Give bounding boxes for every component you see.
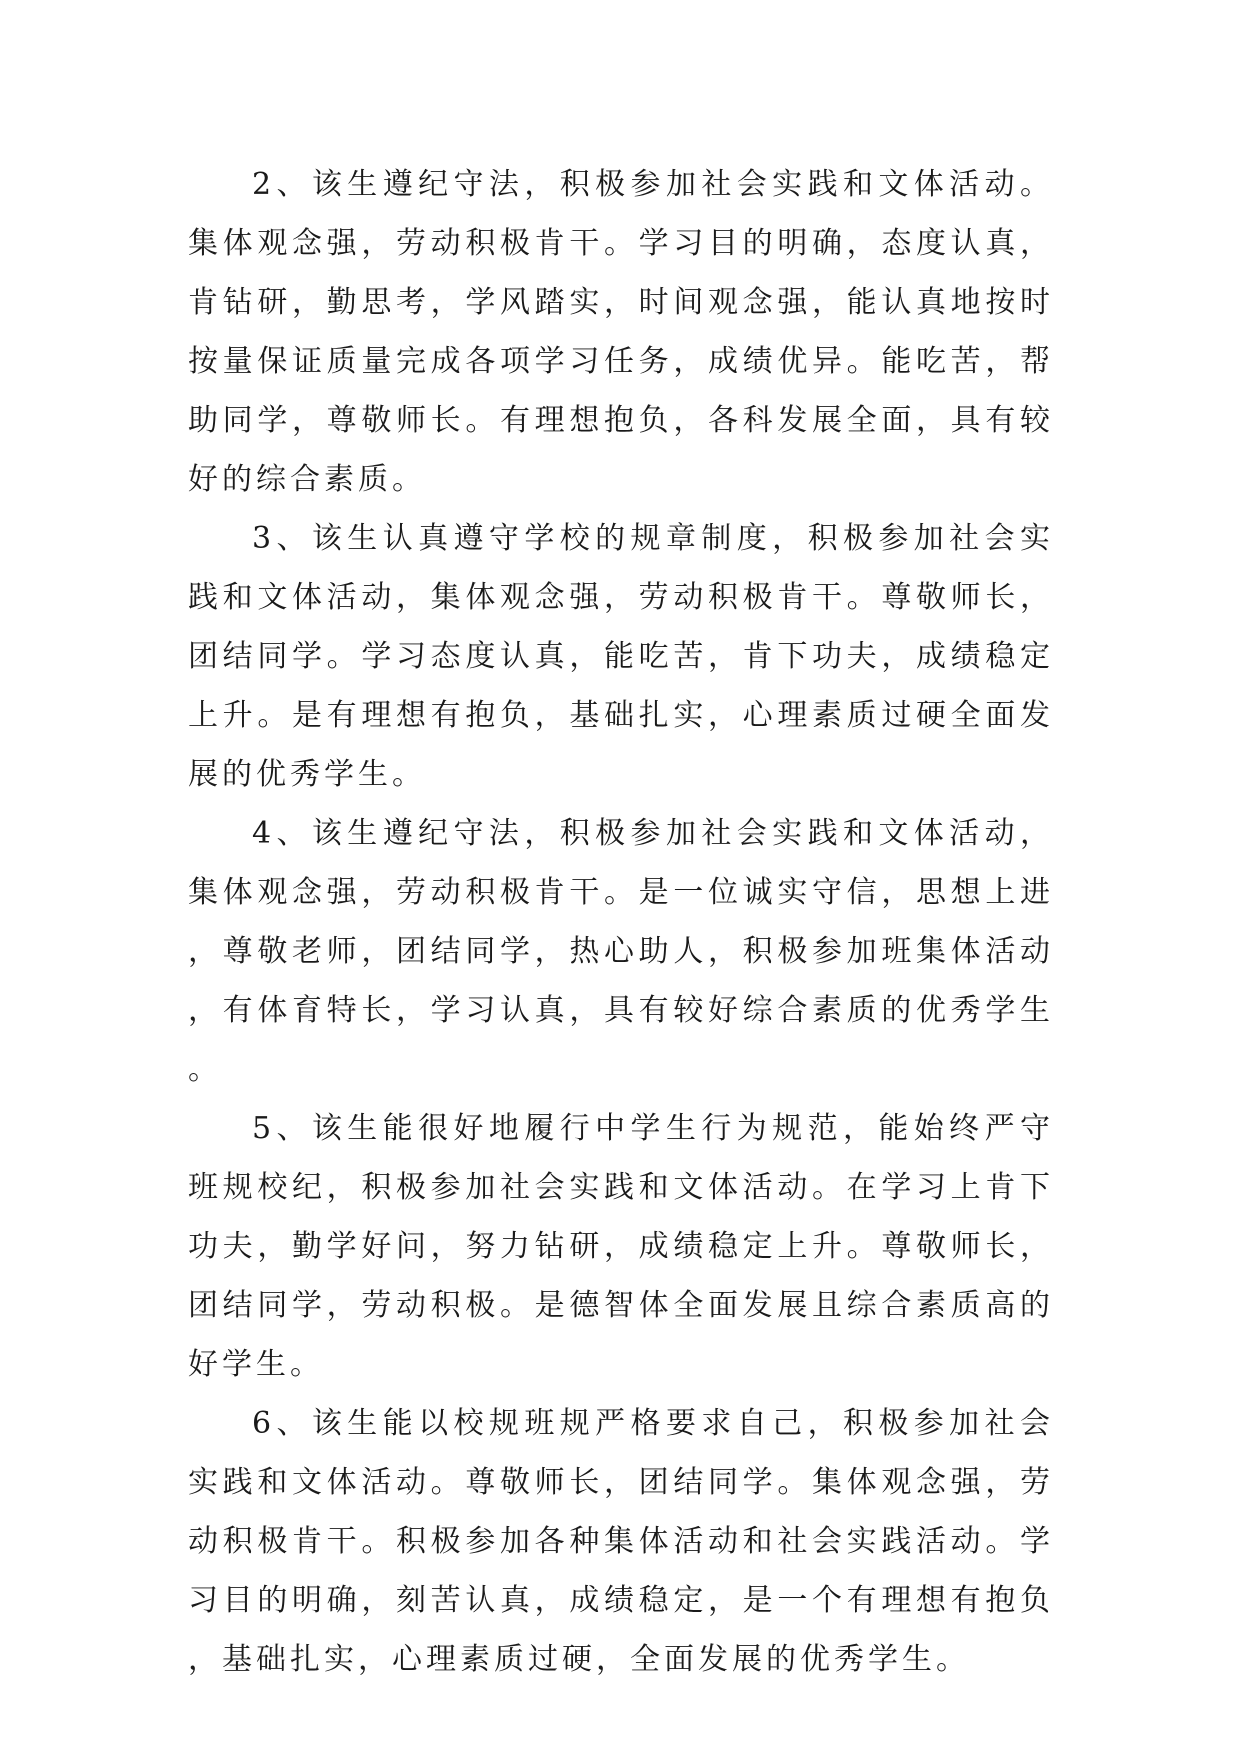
paragraph-5: 5、该生能很好地履行中学生行为规范，能始终严守班规校纪，积极参加社会实践和文体活动。在学习上肯下功夫，勤学好问，努力钻研，成绩稳定上升。尊敬师长，团结同学，劳动积极。是德智体全面发展且综合素质高的好学生。 — [188, 1111, 1054, 1382]
paragraph-2: 2、该生遵纪守法，积极参加社会实践和文体活动。集体观念强，劳动积极肯干。学习目的明确，态度认真，肯钻研，勤思考，学风踏实，时间观念强，能认真地按时按量保证质量完成各项学习任务，成绩优异。能吃苦，帮助同学，尊敬师长。有理想抱负，各科发展全面，具有较好的综合素质。 — [188, 167, 1054, 497]
paragraph-3: 3、该生认真遵守学校的规章制度，积极参加社会实践和文体活动，集体观念强，劳动积极肯干。尊敬师长，团结同学。学习态度认真，能吃苦，肯下功夫，成绩稳定上升。是有理想有抱负，基础扎实，心理素质过硬全面发展的优秀学生。 — [188, 521, 1054, 792]
paragraph-6: 6、该生能以校规班规严格要求自己，积极参加社会实践和文体活动。尊敬师长，团结同学。集体观念强，劳动积极肯干。积极参加各种集体活动和社会实践活动。学习目的明确，刻苦认真，成绩稳定，是一个有理想有抱负，基础扎实，心理素质过硬，全面发展的优秀学生。 — [188, 1406, 1054, 1677]
paragraph-4: 4、该生遵纪守法，积极参加社会实践和文体活动，集体观念强，劳动积极肯干。是一位诚实守信，思想上进，尊敬老师，团结同学，热心助人，积极参加班集体活动，有体育特长，学习认真，具有较好综合素质的优秀学生。 — [188, 816, 1054, 1087]
document-page — [188, 155, 1054, 1689]
